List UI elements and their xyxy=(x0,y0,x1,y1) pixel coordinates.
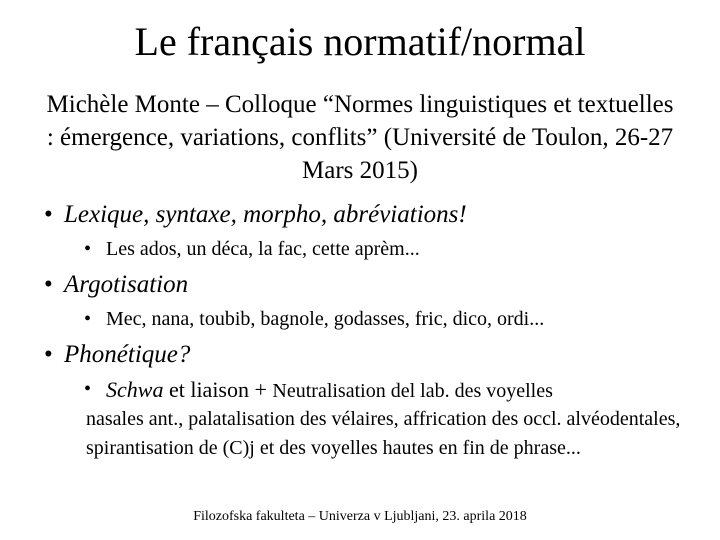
bullet-label: Phonétique? xyxy=(64,341,191,368)
bullet-icon: • xyxy=(44,341,53,368)
slide-subtitle: Michèle Monte – Colloque “Normes linguistiques et textuelles : émergence, variations, conflits” (Université de Toulon, 26-27 Mars 2015) xyxy=(46,91,674,184)
slide-title: Le français normatif/normal xyxy=(134,19,586,64)
sub-bullet-text: Mec, nana, toubib, bagnole, godasses, fric, dico, ordi... xyxy=(106,308,545,330)
sub-bullet-text: Les ados, un déca, la fac, cette aprèm... xyxy=(106,238,420,260)
neutralisation-text: Neutralisation del lab. des voyelles xyxy=(272,380,553,402)
sub-bullet-continuation: nasales ant., palatalisation des vélaires, affrication des occl. alvéodentales, spirantisation de (C)j et des voyelles hautes en fin de phrase... xyxy=(86,408,681,459)
sub-bullet-phonetique xyxy=(44,376,694,405)
bullet-icon: • xyxy=(44,271,53,298)
sub-bullet-lexique xyxy=(44,236,694,262)
bullet-item-argotisation xyxy=(44,270,694,300)
bullet-list xyxy=(44,200,694,463)
bullet-icon: • xyxy=(84,238,92,260)
bullet-label: Argotisation xyxy=(64,271,189,298)
bullet-item-phonetique xyxy=(44,340,694,370)
slide-footer: Filozofska fakulteta – Univerza v Ljubljani, 23. aprila 2018 xyxy=(193,509,527,524)
bullet-item-lexique xyxy=(44,200,694,230)
bullet-icon: • xyxy=(84,378,92,400)
bullet-label: Lexique, syntaxe, morpho, abréviations! xyxy=(64,201,467,228)
sub-bullet-argotisation xyxy=(44,306,694,332)
schwa-text: Schwa xyxy=(106,377,164,402)
bullet-icon: • xyxy=(44,201,53,228)
liaison-text: et liaison + xyxy=(163,377,273,402)
bullet-icon: • xyxy=(84,308,92,330)
sub-bullet-first-line xyxy=(106,376,694,405)
